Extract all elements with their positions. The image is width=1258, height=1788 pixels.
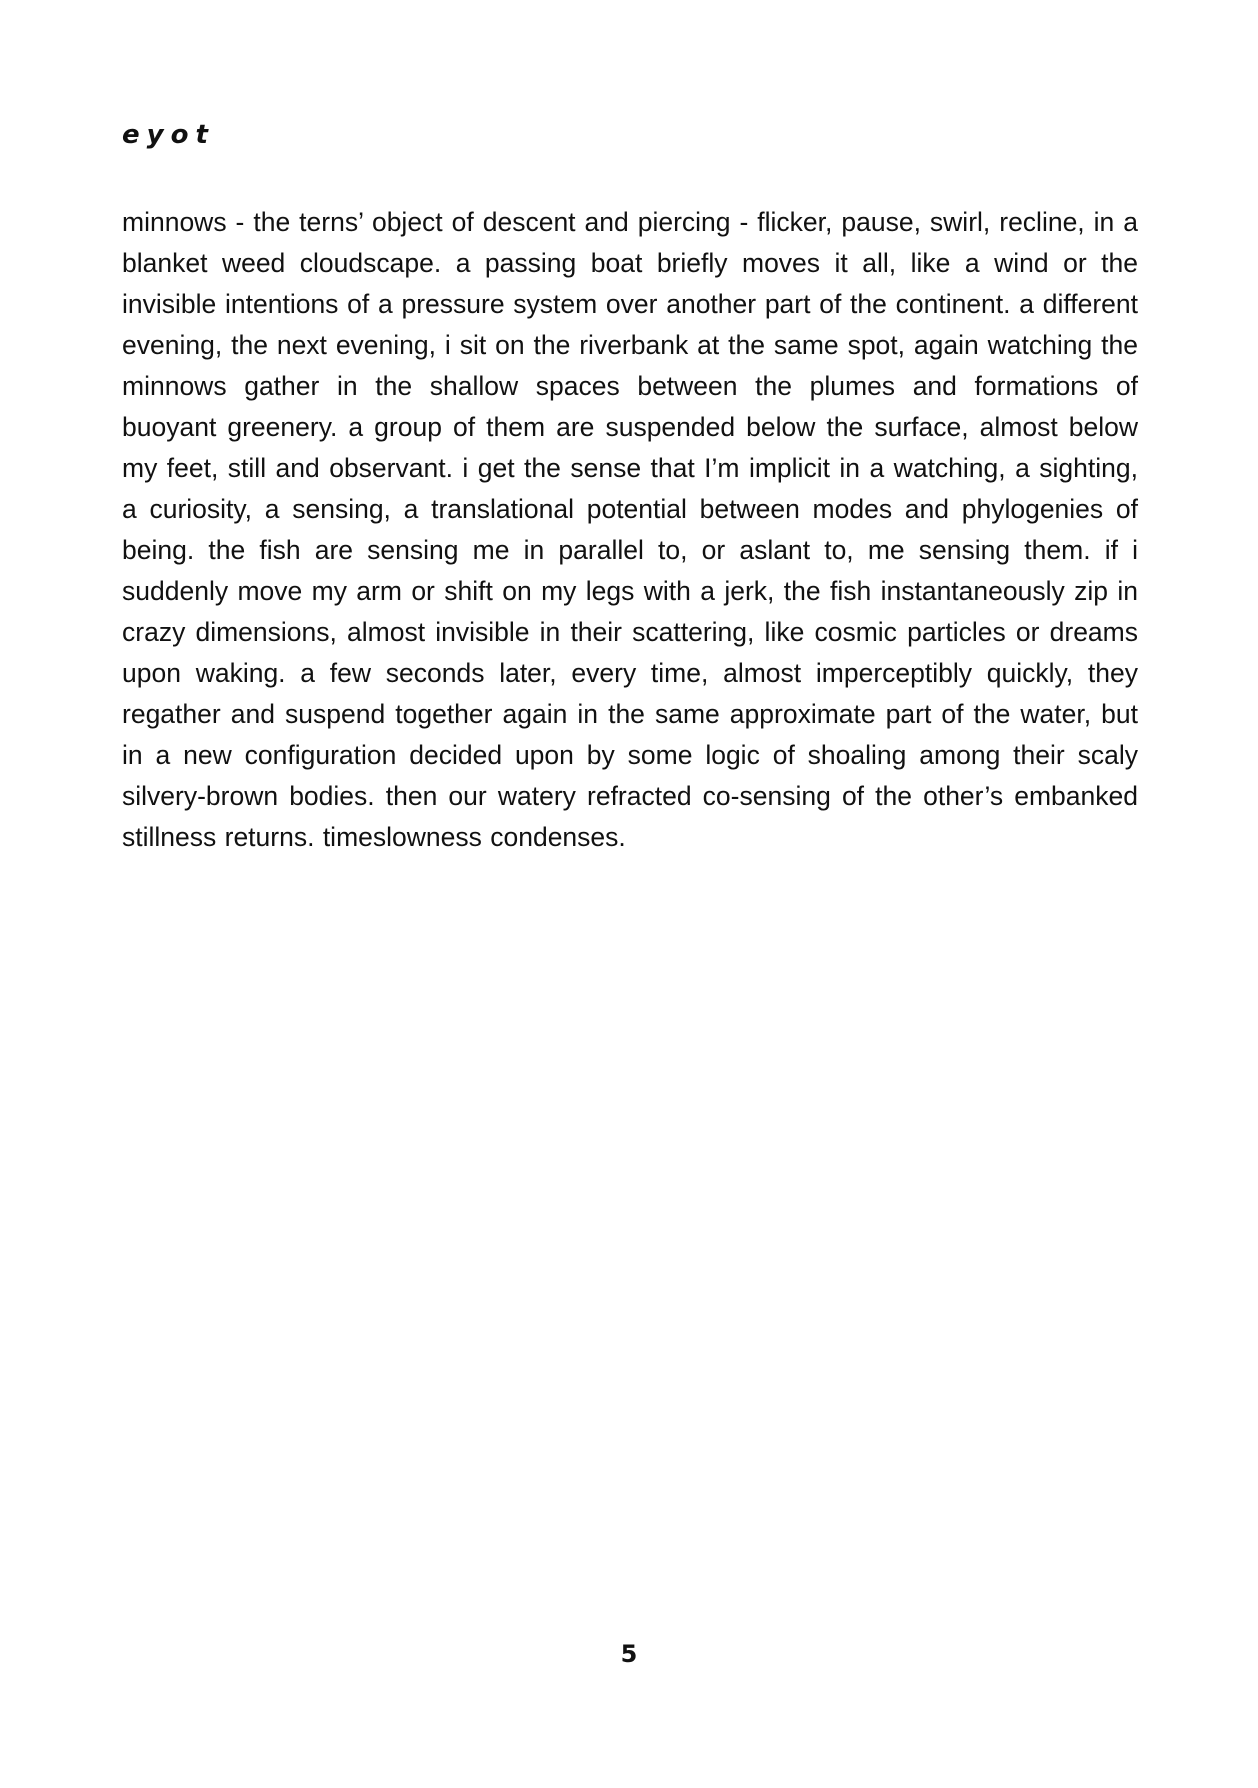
body-paragraph: minnows - the terns’ object of descent and piercing - flicker, pause, swirl, recline, in a blanket weed cloudscape. a passing boat briefly moves it all, like a wind or the invisible intentions of a pressure system over another part of the continent. a different evening, the next evening, i sit on the riverbank at the same spot, again watching the minnows gather in the shallow spaces between the plumes and formations of buoyant greenery. a group of them are suspended below the surface, almost below my feet, still and observant. i get the sense that I’m implicit in a watching, a sighting, a curiosity, a sensing, a translational potential between modes and phylogenies of being. the fish are sensing me in parallel to, or aslant to, me sensing them. if i suddenly move my arm or shift on my legs with a jerk, the fish instantaneously zip in crazy dimensions, almost invisible in their scattering, like cosmic particles or dreams upon waking. a few seconds later, every time, almost imperceptibly quickly, they regather and suspend together again in the same approximate part of the water, but in a new configuration decided upon by some logic of shoaling among their scaly silvery-brown bodies. then our watery refracted co-sensing of the other’s embanked stillness returns. timeslowness condenses. [122,207,1138,852]
page-number: 5 [620,1640,638,1668]
page-title: eyot [122,120,215,150]
